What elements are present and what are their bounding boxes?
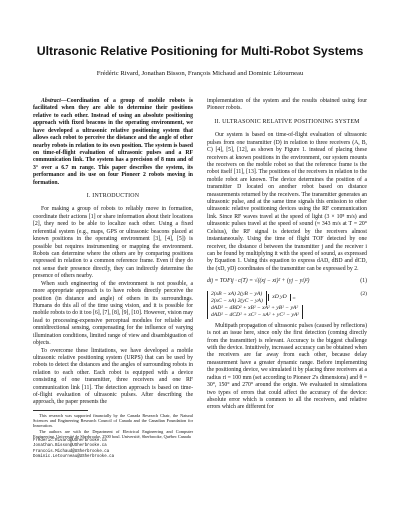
section-heading-urps: II. ULTRASONIC RELATIVE POSITIONING SYSTEM [214, 118, 360, 125]
rhs-row: dAD² − dBD² + xB² − xA² + yB² − yA² [211, 304, 299, 311]
footnote-funding: This research was supported financially by the Canada Research Chair, the Natural Sciences and Engineering Research Council of Canada and the Canadian Foundation for Innovation. [33, 412, 193, 429]
footnote-divider [33, 410, 88, 411]
equation-2-number: (2) [360, 290, 367, 297]
intro-tail-text: implementation of the system and the results obtained using four Pioneer robots. [207, 98, 367, 112]
matrix-row: 2(xB − xA) 2(yB − yA) [211, 290, 263, 297]
equation-1 [207, 278, 367, 285]
paper-title: Ultrasonic Relative Positioning for Multi-Robot Systems [36, 44, 364, 58]
section-heading-introduction: I. INTRODUCTION [86, 193, 140, 200]
equation-1-number: (1) [360, 278, 367, 285]
urps-paragraph-1: Our system is based on time-of-flight evaluation of ultrasonic pulses from one transmitter (D) in relation to three receivers (A, B, C) [4], [5], [12], as shown by Figure 1. instead of placing these receivers at known positions in the environment, our system mounts the receivers on the mobile robot so that the reference frame is the robot itself [11], [13]. The positions of the receivers in relation to the mobile robot are known. The device determines the position of a transmitter D located on another robot based on distance measurements returned by the receivers. The transmitter generates an ultrasonic pulse, and at the same time signals this emission to other ultrasonic relative positioning devices using the RF communication link. Since RF waves travel at the speed of light (3 × 10⁸ m/s) and ultrasonic pulses travel at the speed of sound (≈ 343 m/s at T = 20° Celsius), the RF signal is detected by the receivers almost instantaneously. Using the time of flight TOF detected by one receiver, the distance d between the transmitter j and the receiver i can be found by multiplying it with the speed of sound, as expressed by Equation 1. Using this equation to express dAD, dBD and dCD, the (xD, yD) coordinates of the transmitter can be expressed by 2. [207, 132, 367, 272]
equation-2-vector: xD yD [268, 294, 290, 301]
urps-paragraph-2: Multipath propagation of ultrasonic pulses (caused by reflections) is not an issue here, since only the first detection (coming directly from the transmitter) is relevant. Accuracy is the biggest challenge with the device. Intuitively, increased accuracy can be obtained when the receivers are far away from each other, because delay measurement have a greater dynamic range. Before implementing the positioning device, we simulated it by placing three receivers at a radius ri = 100 mm (set according to Pioneer 2's dimensions) and θ = 30°, 150° and 270° around the origin. We evaluated in simulations two types of errors that could affect the accuracy of the device: absolute error which is common to all the receivers, and relative errors which are different for [207, 322, 367, 411]
footnote-affiliation: The authors are with the Department of Electrical Engineering and Computer Engineering, Université de Sherbrooke, 2500 boul. Université, Sherbrooke, Québec Canada [33, 428, 193, 439]
paper-authors: Frédéric Rivard, Jonathan Bisson, François Michaud and Dominic Létourneau [96, 70, 304, 77]
equation-2-rhs [207, 305, 303, 319]
footnote-email: Francois.Michaud@USherbrooke.ca [33, 449, 110, 454]
footnote-email: Frederic.Rivard@USherbrooke.ca [33, 439, 107, 444]
intro-paragraph: When such engineering of the environment is not possible, a more appropriate approach is to have robots directly perceive the position (in distance and angle) of others in its surroundings. Humans do this all of the time using vision, and it is possible for mobile robots to do it too [6], [7], [8], [9], [10]. However, vision may lead to processing-expensive perceptual modules for reliable and omnidirectional sensing, compensating for the influence of varying illumination conditions, limited range of view and disambiguation of objects. [33, 280, 193, 347]
abstract [33, 98, 193, 187]
equation-2-matrix [207, 291, 267, 305]
abstract-text: —Coordination of a group of mobile robots is facilitated when they are able to determine their positions relative to each other. Instead of using an absolute positioning approach with fixed beacons in the operating environment, we have developed a ultrasonic relative positioning system that allows each robot to perceive the distance and the angle of other nearby robots in relation to its own position. The system is based on time-of-flight evaluation of ultrasonic pulses and a RF communication link. The system has a precision of 8 mm and of 3° over a 6.7 m range. This paper describes the system, its performance and its use on four Pioneer 2 robots moving in formation. [33, 98, 193, 186]
footnote [33, 413, 193, 460]
matrix-row: 2(xC − xA) 2(yC − yA) [211, 297, 263, 304]
rhs-row: dAD² − dCD² + xC² − xA² + yC² − yA² [211, 311, 299, 318]
left-column [33, 98, 193, 460]
intro-paragraph: To overcome these limitations, we have developed a mobile ultrasonic relative positioning system (URPS) that can be used by robots to detect the distances and the angles of surrounding robots in relation to each other. Each robot is equipped with a device consisting of one transmitter, three receivers and one RF communication link [11]. The detection approach is based on time-of-flight evaluation of ultrasonic pulses. After describing the approach, the paper presents the [33, 347, 193, 406]
footnote-email: Jonathan.Bisson@USherbrooke.ca [33, 444, 107, 449]
equation-2 [207, 291, 367, 319]
intro-paragraph: For making a group of robots to reliably move in formation, coordinate their actions [1] or share information about their locations [2], they need to be able to localize each other. Using a fixed referential system (e.g., maps, GPS or ultrasonic beacons placed at known positions in the operating environment [3], [4], [5]) is possible but requires instrumenting or mapping the environment. Robots can determine where the others are by comparing positions expressed in relation to a common reference frame. Even if they do not sense their presence directly, they can indirectly determine the presence of others nearby. [33, 206, 193, 280]
equation-1-body: dij = TOFij · c(T) = √((xj − xi)² + (yj − yi)²) [207, 278, 310, 285]
right-column [207, 98, 367, 412]
footnote-email: Dominic.Letourneau@USherbrooke.ca [33, 454, 115, 459]
abstract-label: Abstract [41, 98, 61, 104]
equals-sign: = [292, 294, 296, 301]
